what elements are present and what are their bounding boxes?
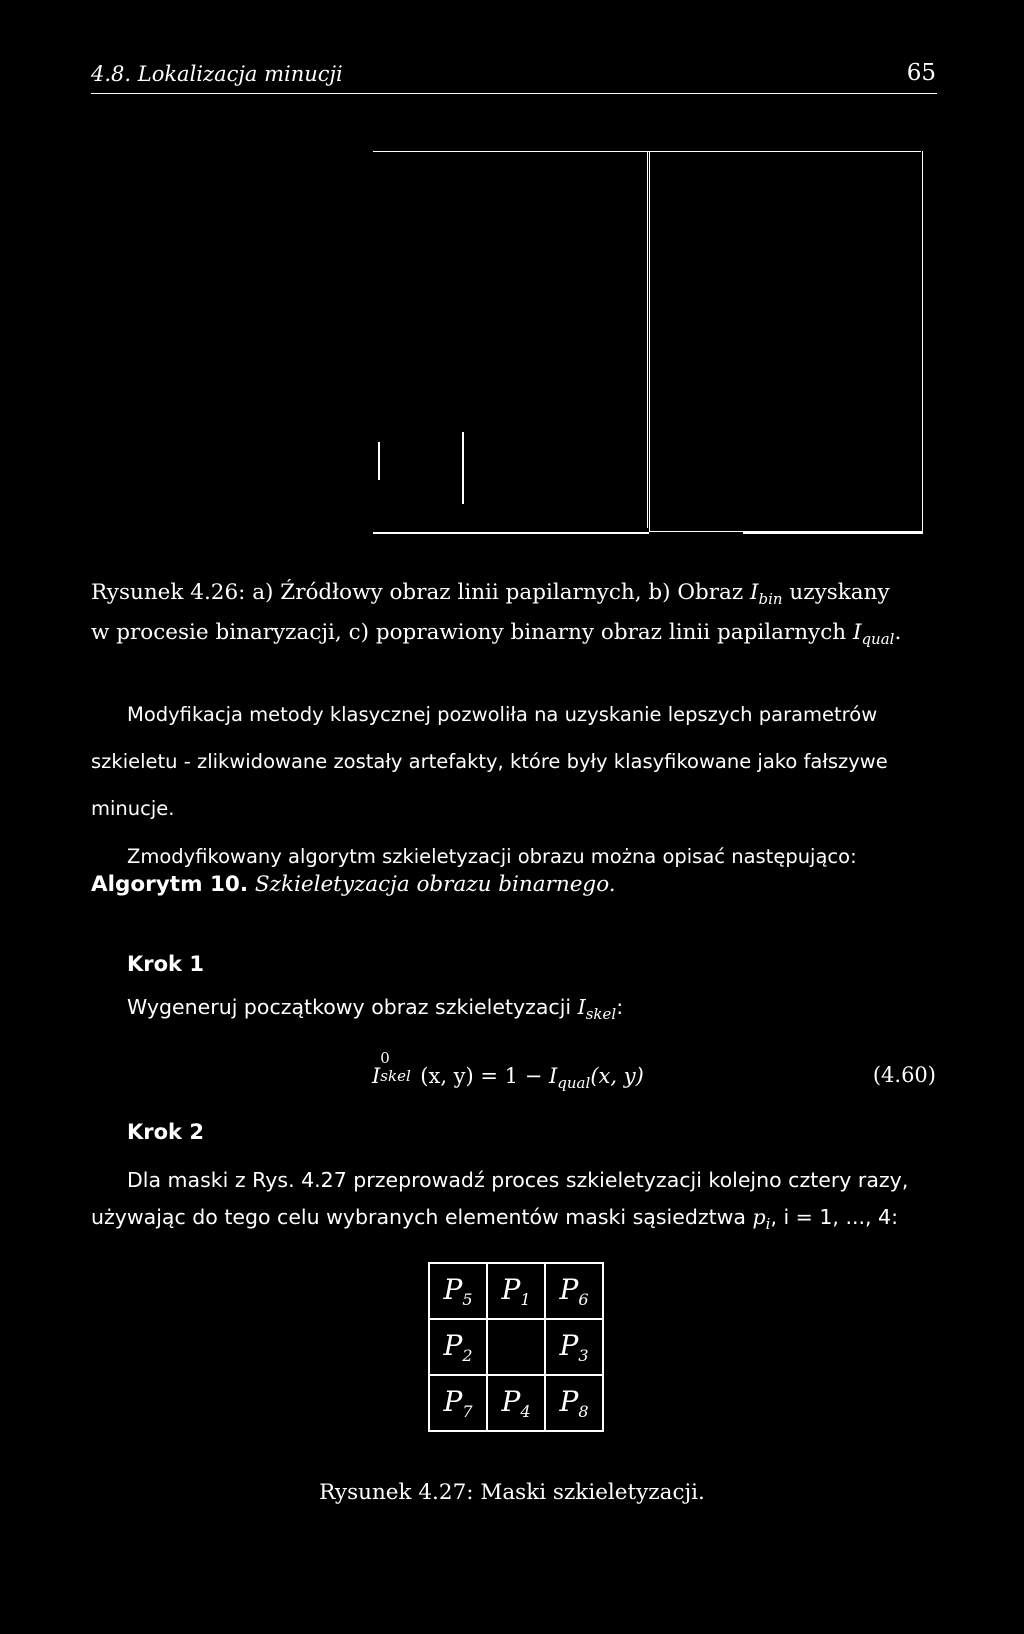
caption-text: w procesie binaryzacji, c) poprawiony binarny obraz linii papilarnych xyxy=(91,620,853,645)
mask-cell-sub: 6 xyxy=(578,1290,589,1309)
mask-cell-sub: 8 xyxy=(578,1402,589,1421)
mask-cell xyxy=(545,1319,603,1375)
mask-cell xyxy=(487,1375,545,1431)
mask-cell-sub: 7 xyxy=(462,1402,473,1421)
step-text: używając do tego celu wybranych elementów maski sąsiedztwa xyxy=(91,1205,753,1229)
step-variable: I xyxy=(577,995,586,1019)
mask-cell-base: P xyxy=(501,1273,521,1306)
ridge-line-2 xyxy=(462,432,464,504)
equation-4-60 xyxy=(372,1049,644,1092)
mask-cell-base: P xyxy=(443,1273,463,1306)
mask-cell-sub: 2 xyxy=(462,1346,473,1365)
caption-variable-subscript: qual xyxy=(861,630,895,648)
step-variable-subscript: skel xyxy=(585,1005,617,1023)
algorithm-label: Algorytm 10. xyxy=(91,872,249,897)
step-1-text xyxy=(127,995,623,1023)
caption-text: uzyskany xyxy=(782,580,890,605)
step-2-line-1: Dla maski z Rys. 4.27 przeprowadź proces szkieletyzacji kolejno cztery razy, xyxy=(127,1168,909,1192)
mask-cell-base: P xyxy=(559,1329,579,1362)
step-2-line-2 xyxy=(91,1205,898,1233)
mask-cell xyxy=(545,1375,603,1431)
step-variable: p xyxy=(752,1205,766,1229)
eq-variable: I xyxy=(549,1064,558,1088)
ridge-line-1 xyxy=(378,442,380,480)
mask-cell xyxy=(429,1375,487,1431)
eq-text: (x, y) = 1 − xyxy=(420,1064,549,1088)
figure-panel-bottom-line-b xyxy=(373,532,649,534)
figure-panel-b-frame xyxy=(373,151,648,528)
mask-cell-base: P xyxy=(443,1329,463,1362)
caption-variable-subscript: bin xyxy=(758,590,783,608)
step-text: , i = 1, ..., 4: xyxy=(770,1205,898,1229)
eq-supsub xyxy=(380,1049,420,1085)
step-text: Wygeneruj początkowy obraz szkieletyzacji xyxy=(127,995,578,1019)
eq-text: (x, y) xyxy=(590,1064,644,1088)
equation-number: (4.60) xyxy=(872,1063,936,1087)
algorithm-heading xyxy=(91,872,616,897)
step-1-label: Krok 1 xyxy=(127,952,204,976)
mask-cell xyxy=(429,1319,487,1375)
mask-cell-center xyxy=(487,1319,545,1375)
mask-cell-sub: 1 xyxy=(520,1290,531,1309)
mask-cell-sub: 3 xyxy=(578,1346,589,1365)
caption-line-2 xyxy=(91,616,937,656)
algorithm-title: Szkieletyzacja obrazu binarnego. xyxy=(254,872,616,897)
step-variable-subscript: i xyxy=(765,1215,771,1233)
mask-cell-base: P xyxy=(443,1385,463,1418)
mask-cell-sub: 4 xyxy=(520,1402,531,1421)
mask-row xyxy=(429,1319,603,1375)
mask-cell-base: P xyxy=(559,1273,579,1306)
figure-panel-top-line xyxy=(373,151,921,152)
mask-cell-base: P xyxy=(501,1385,521,1418)
eq-subscript: skel xyxy=(380,1067,411,1085)
figure-panel-bottom-line-c xyxy=(743,532,923,534)
mask-cell xyxy=(429,1263,487,1319)
caption-variable: I xyxy=(750,580,759,605)
mask-cell-sub: 5 xyxy=(462,1290,473,1309)
mask-row xyxy=(429,1263,603,1319)
caption-line-1 xyxy=(91,576,937,616)
header-rule xyxy=(91,93,937,94)
eq-variable: I xyxy=(372,1064,381,1088)
eq-superscript: 0 xyxy=(380,1049,390,1067)
mask-cell xyxy=(545,1263,603,1319)
paragraph-line: Zmodyfikowany algorytm szkieletyzacji obrazu można opisać następująco: xyxy=(127,845,857,868)
mask-cell-base: P xyxy=(559,1385,579,1418)
eq-subscript: qual xyxy=(557,1074,591,1092)
mask-row xyxy=(429,1375,603,1431)
paragraph-line: Modyfikacja metody klasycznej pozwoliła na uzyskanie lepszych parametrów xyxy=(127,703,878,726)
figure-panel-c-frame xyxy=(649,151,923,532)
caption-variable: I xyxy=(852,620,862,645)
running-header-section: 4.8. Lokalizacja minucji xyxy=(91,62,343,86)
mask-cell xyxy=(487,1263,545,1319)
caption-text: Rysunek 4.26: a) Źródłowy obraz linii papilarnych, b) Obraz xyxy=(91,580,751,605)
paragraph-line: minucje. xyxy=(91,797,175,820)
figure-4-27-caption: Rysunek 4.27: Maski szkieletyzacji. xyxy=(319,1480,705,1505)
step-text: : xyxy=(616,995,624,1019)
caption-text: . xyxy=(894,620,902,645)
figure-4-26-caption xyxy=(91,576,937,656)
step-2-label: Krok 2 xyxy=(127,1120,204,1144)
paragraph-line: szkieletu - zlikwidowane zostały artefakty, które były klasyfikowane jako fałszywe xyxy=(91,750,888,773)
skeletonization-mask xyxy=(428,1262,604,1432)
page-number: 65 xyxy=(906,60,936,86)
